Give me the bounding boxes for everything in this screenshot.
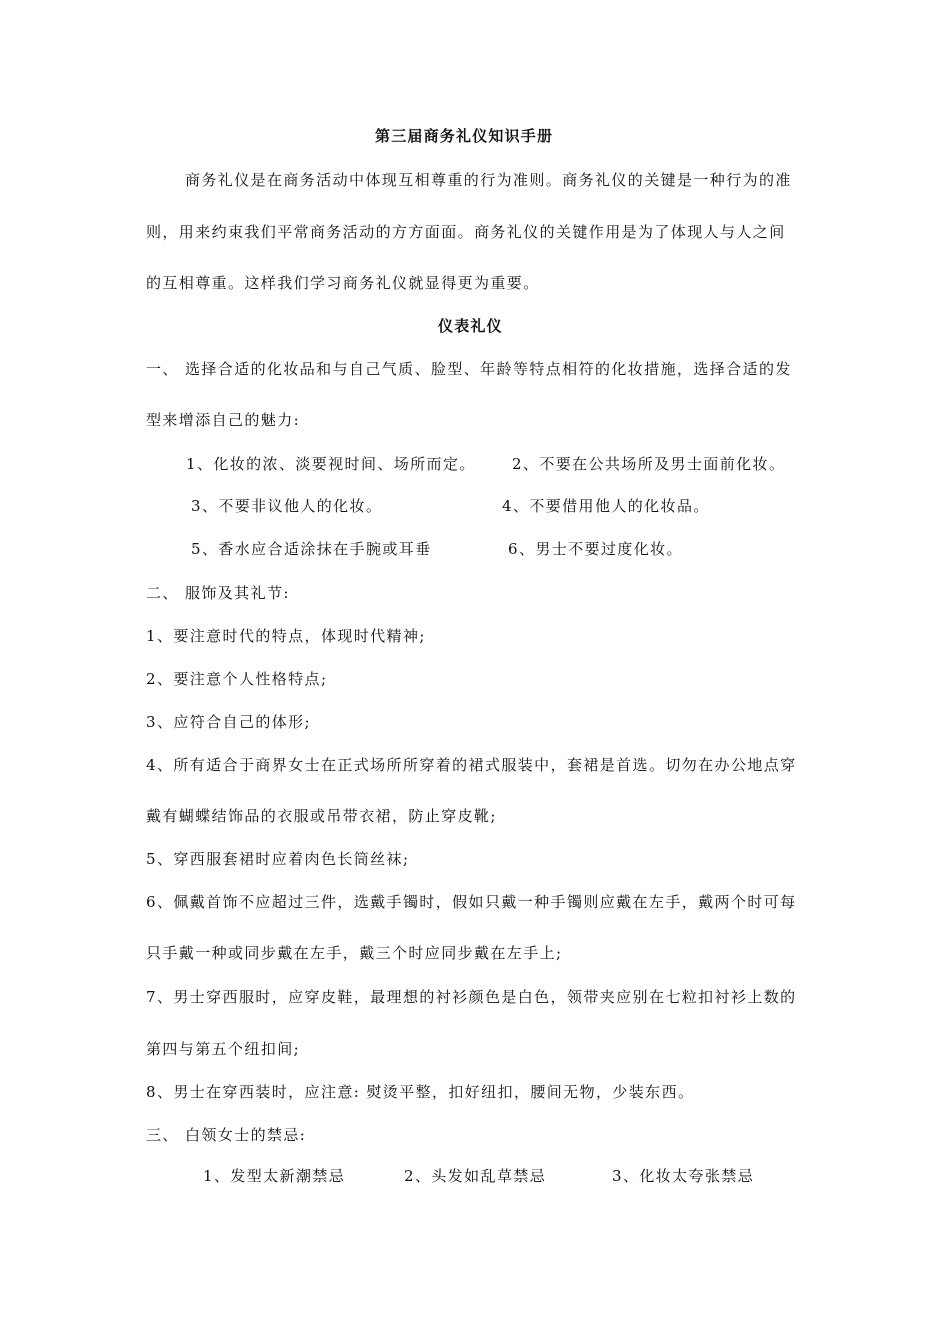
list-item: 2、头发如乱草禁忌 [404, 1167, 547, 1185]
document-title: 第三届商务礼仪知识手册 [375, 127, 554, 145]
list-item: 1、化妆的浓、淡要视时间、场所而定。 [186, 455, 476, 473]
part2-item-7-line-2: 第四与第五个纽扣间; [146, 1040, 301, 1058]
intro-line-1: 商务礼仪是在商务活动中体现互相尊重的行为准则。商务礼仪的关键是一种行为的准 [185, 171, 792, 189]
part2-item-6-line-1: 6、佩戴首饰不应超过三件，选戴手镯时，假如只戴一种手镯则应戴在左手，戴两个时可每 [146, 893, 797, 911]
part1-heading-line-2: 型来增添自己的魅力: [146, 411, 301, 429]
section-title: 仪表礼仪 [438, 317, 503, 335]
list-item: 3、化妆太夸张禁忌 [612, 1167, 755, 1185]
list-item: 3、不要非议他人的化妆。 [191, 497, 383, 515]
list-item: 5、香水应合适涂抹在手腕或耳垂 [191, 540, 432, 558]
part2-item-3: 3、应符合自己的体形; [146, 713, 311, 731]
part2-item-4-line-2: 戴有蝴蝶结饰品的衣服或吊带衣裙，防止穿皮靴; [146, 807, 497, 825]
part2-item-1: 1、要注意时代的特点，体现时代精神; [146, 627, 426, 645]
part3-heading: 三、 白领女士的禁忌: [146, 1126, 307, 1144]
list-item: 2、不要在公共场所及男士面前化妆。 [512, 455, 786, 473]
part2-heading: 二、 服饰及其礼节: [146, 584, 290, 602]
part2-item-7-line-1: 7、男士穿西服时，应穿皮鞋，最理想的衬衫颜色是白色，领带夹应别在七粒扣衬衫上数的 [146, 988, 797, 1006]
part2-item-4-line-1: 4、所有适合于商界女士在正式场所所穿着的裙式服装中，套裙是首选。切勿在办公地点穿 [146, 756, 797, 774]
part2-item-6-line-2: 只手戴一种或同步戴在左手，戴三个时应同步戴在左手上; [146, 944, 563, 962]
list-item: 4、不要借用他人的化妆品。 [502, 497, 710, 515]
part1-heading-line-1: 一、 选择合适的化妆品和与自己气质、脸型、年龄等特点相符的化妆措施，选择合适的发 [146, 360, 792, 378]
part2-item-2: 2、要注意个人性格特点; [146, 670, 328, 688]
part2-item-5: 5、穿西服套裙时应着肉色长筒丝袜; [146, 850, 410, 868]
part2-item-8: 8、男士在穿西装时，应注意: 熨烫平整，扣好纽扣，腰间无物，少装东西。 [146, 1083, 695, 1101]
list-item: 6、男士不要过度化妆。 [508, 540, 683, 558]
intro-line-3: 的互相尊重。这样我们学习商务礼仪就显得更为重要。 [146, 274, 540, 292]
list-item: 1、发型太新潮禁忌 [203, 1167, 346, 1185]
intro-line-2: 则，用来约束我们平常商务活动的方方面面。商务礼仪的关键作用是为了体现人与人之间 [146, 223, 786, 241]
